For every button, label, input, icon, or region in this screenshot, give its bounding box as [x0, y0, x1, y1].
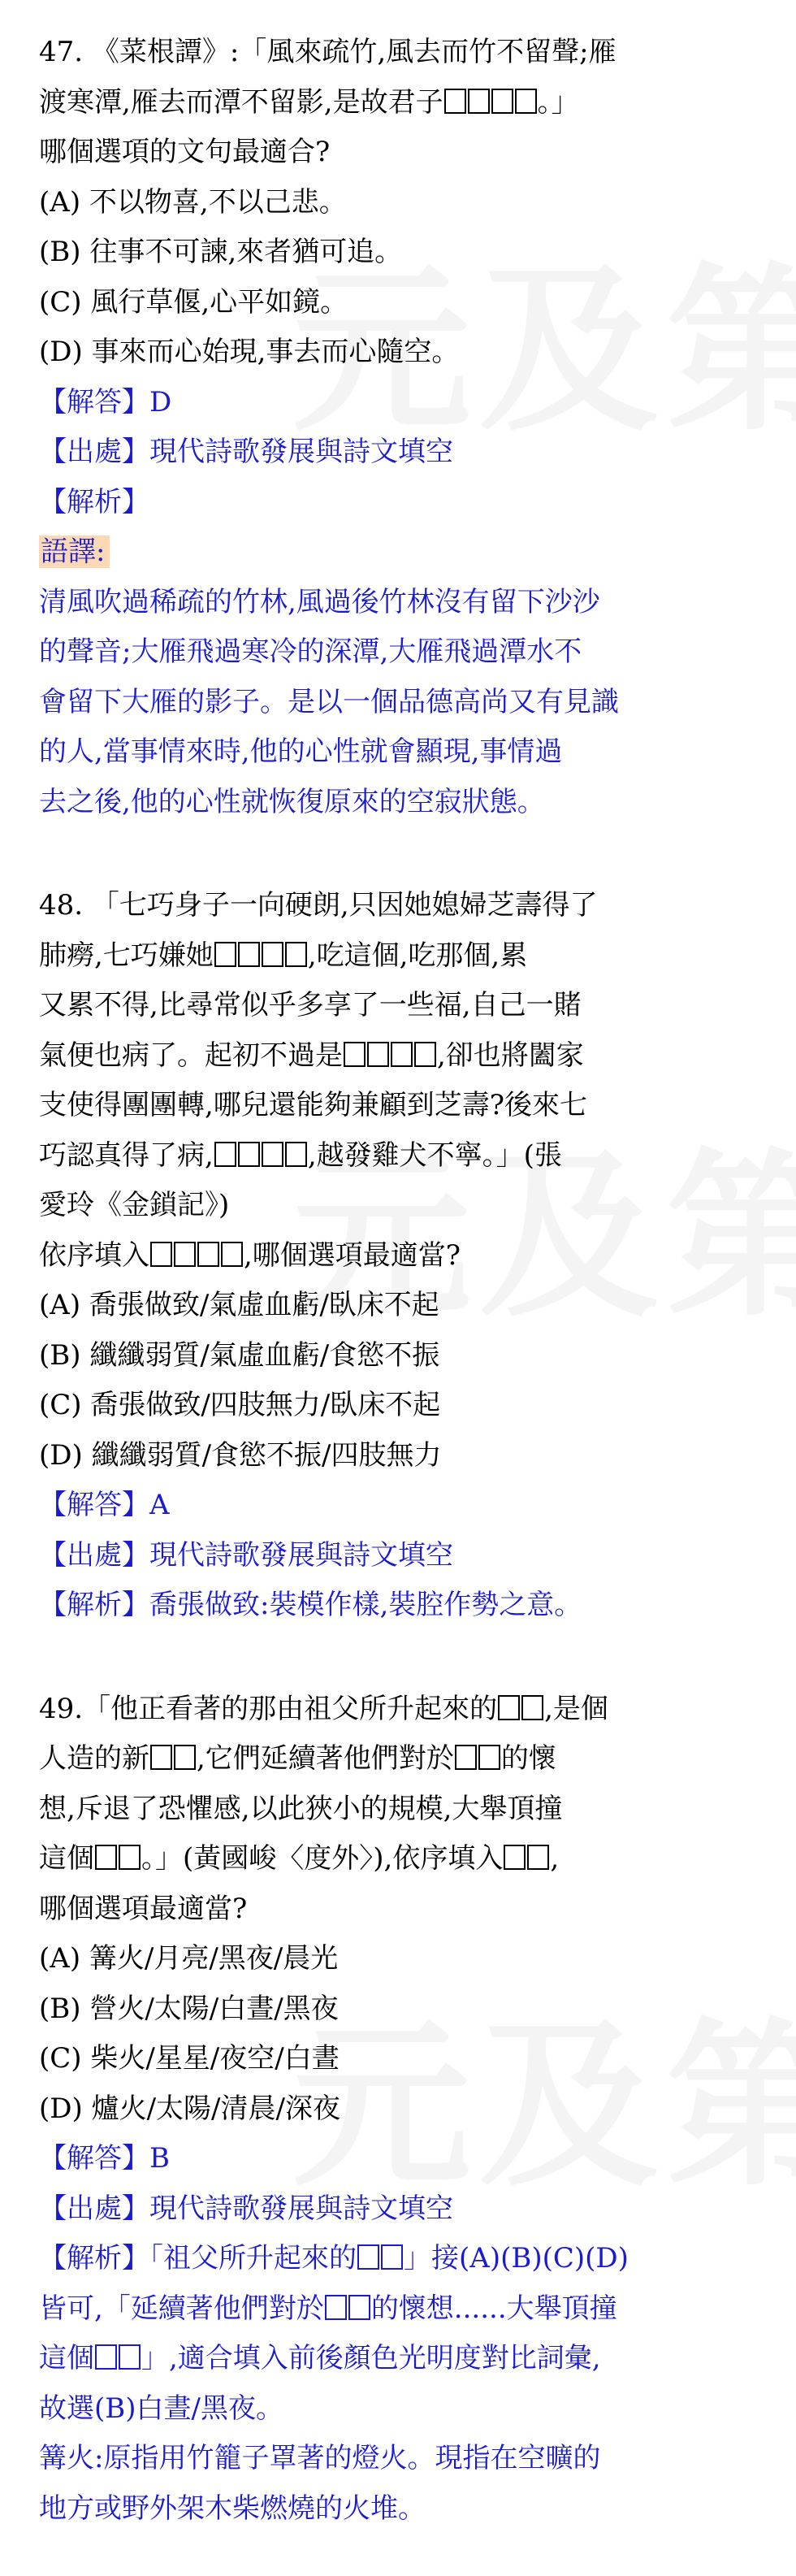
blank-box: [515, 89, 537, 114]
blank-box: [150, 1745, 172, 1770]
question-text-line: 哪個選項的文句最適合?: [39, 136, 331, 168]
question-text-line: 這個 。」(黃國峻〈度外〉),依序填入 ,: [39, 1842, 560, 1875]
option-a: (A) 喬張做致/氣虛血虧/臥床不起: [39, 1289, 439, 1321]
option-d: (D) 事來而心始現,事去而心隨空。: [39, 336, 460, 368]
blank-box: [285, 1142, 307, 1167]
translation-line: 去之後,他的心性就恢復原來的空寂狀態。: [39, 785, 545, 818]
blank-box: [119, 2344, 141, 2370]
source-line: 【出處】現代詩歌發展與詩文填空: [39, 2192, 453, 2225]
question-text-line: 48. 「七巧身子一向硬朗,只因她媳婦芝壽得了: [39, 889, 598, 922]
question-text-line: 47. 《菜根譚》:「風來疏竹,風去而竹不留聲;雁: [39, 36, 616, 68]
blank-box: [367, 1042, 389, 1067]
blank-box: [468, 89, 490, 114]
option-c: (C) 喬張做致/四肢無力/臥床不起: [39, 1389, 441, 1421]
question-text-line: 氣便也病了。起初不過是 ,卻也將闔家: [39, 1039, 584, 1072]
analysis-line: 篝火:原指用竹籠子罩著的燈火。現指在空曠的: [39, 2442, 601, 2474]
analysis-line: 【解析】「祖父所升起來的 」接(A)(B)(C)(D): [39, 2242, 629, 2275]
blank-box: [521, 1695, 543, 1720]
blank-box: [527, 1845, 549, 1870]
blank-box: [214, 1142, 236, 1167]
blank-box: [491, 89, 513, 114]
question-spacer: [39, 1631, 762, 1685]
blank-box: [478, 1745, 500, 1770]
blank-box: [174, 1745, 196, 1770]
question-text-line: 巧認真得了病, ,越發雞犬不寧。」(張: [39, 1138, 562, 1172]
analysis-line: 這個 」,適合填入前後顏色光明度對比詞彙,: [39, 2342, 601, 2374]
question-text-line: 肺癆,七巧嫌她 ,吃這個,吃那個,累: [39, 939, 528, 972]
blank-box: [444, 89, 466, 114]
blank-box: [238, 1142, 260, 1167]
blank-box: [262, 942, 283, 967]
question-text-line: 人造的新 ,它們延續著他們對於 的懷: [39, 1742, 556, 1775]
option-b: (B) 營火/太陽/白晝/黑夜: [39, 1992, 339, 2025]
question-48: [39, 881, 762, 1631]
document-page: [39, 28, 762, 2534]
blank-box: [344, 1042, 366, 1067]
option-a: (A) 不以物喜,不以己悲。: [39, 185, 347, 219]
translation-line: 的人,當事情來時,他的心性就會顯現,事情過: [39, 735, 563, 768]
analysis-line: 故選(B)白晝/黑夜。: [39, 2392, 283, 2425]
translation-line: 的聲音;大雁飛過寒冷的深潭,大雁飛過潭水不: [39, 635, 582, 668]
analysis-line: 【解析】喬張做致:裝模作樣,裝腔作勢之意。: [39, 1589, 582, 1621]
blank-box: [381, 2244, 403, 2270]
blank-box: [238, 942, 260, 967]
analysis-line: 地方或野外架木柴燃燒的火堆。: [39, 2491, 426, 2525]
question-text-line: 渡寒潭,雁去而潭不留影,是故君子 。」: [39, 85, 579, 119]
source-line: 【出處】現代詩歌發展與詩文填空: [39, 1538, 453, 1572]
source-line: 【出處】現代詩歌發展與詩文填空: [39, 436, 453, 468]
option-b: (B) 纖纖弱質/氣虛血虧/食慾不振: [39, 1338, 440, 1372]
translation-line: 會留下大雁的影子。是以一個品德高尚又有見識: [39, 685, 619, 718]
blank-box: [214, 942, 236, 967]
blank-box: [119, 1845, 141, 1870]
blank-box: [498, 1695, 520, 1720]
blank-box: [262, 1142, 283, 1167]
blank-box: [414, 1042, 436, 1067]
question-47: [39, 28, 762, 827]
question-text-line: 又累不得,比尋常似乎多享了一些福,自己一賭: [39, 989, 582, 1021]
question-text-line: 49.「他正看著的那由祖父所升起來的 ,是個: [39, 1692, 608, 1725]
answer-line: 【解答】B: [39, 2142, 170, 2175]
blank-box: [197, 1242, 219, 1267]
option-c: (C) 風行草偃,心平如鏡。: [39, 285, 348, 319]
blank-box: [95, 2344, 117, 2370]
answer-line: 【解答】D: [39, 385, 172, 418]
blank-box: [348, 2295, 370, 2320]
blank-box: [174, 1242, 196, 1267]
translation-tag-line: [39, 527, 762, 578]
question-spacer: [39, 827, 762, 881]
blank-box: [285, 942, 307, 967]
blank-box: [391, 1042, 413, 1067]
translation-tag: 語譯:: [39, 536, 110, 568]
option-d: (D) 爐火/太陽/清晨/深夜: [39, 2092, 340, 2125]
question-text-line: 愛玲《金鎖記》): [39, 1189, 230, 1221]
option-c: (C) 柴火/星星/夜空/白晝: [39, 2042, 340, 2075]
analysis-heading: 【解析】: [39, 485, 149, 518]
blank-box: [95, 1845, 117, 1870]
answer-line: 【解答】A: [39, 1489, 170, 1521]
blank-box: [504, 1845, 526, 1870]
blank-box: [455, 1745, 477, 1770]
option-a: (A) 篝火/月亮/黑夜/晨光: [39, 1942, 339, 1975]
option-d: (D) 纖纖弱質/食慾不振/四肢無力: [39, 1438, 442, 1472]
question-text-line: 哪個選項最適當?: [39, 1892, 248, 1925]
translation-line: 清風吹過稀疏的竹林,風過後竹林沒有留下沙沙: [39, 585, 600, 618]
blank-box: [221, 1242, 243, 1267]
question-text-line: 想,斥退了恐懼感,以此狹小的規模,大舉頂撞: [39, 1792, 563, 1825]
question-49: [39, 1685, 762, 2535]
blank-box: [325, 2295, 347, 2320]
question-text-line: 依序填入 ,哪個選項最適當?: [39, 1238, 461, 1272]
option-b: (B) 往事不可諫,來者猶可追。: [39, 236, 403, 268]
blank-box: [357, 2244, 379, 2270]
blank-box: [150, 1242, 172, 1267]
question-text-line: 支使得團團轉,哪兒還能夠兼顧到芝壽?後來七: [39, 1089, 588, 1121]
analysis-line: 皆可,「延續著他們對於 的懷想......大舉頂撞: [39, 2292, 617, 2325]
